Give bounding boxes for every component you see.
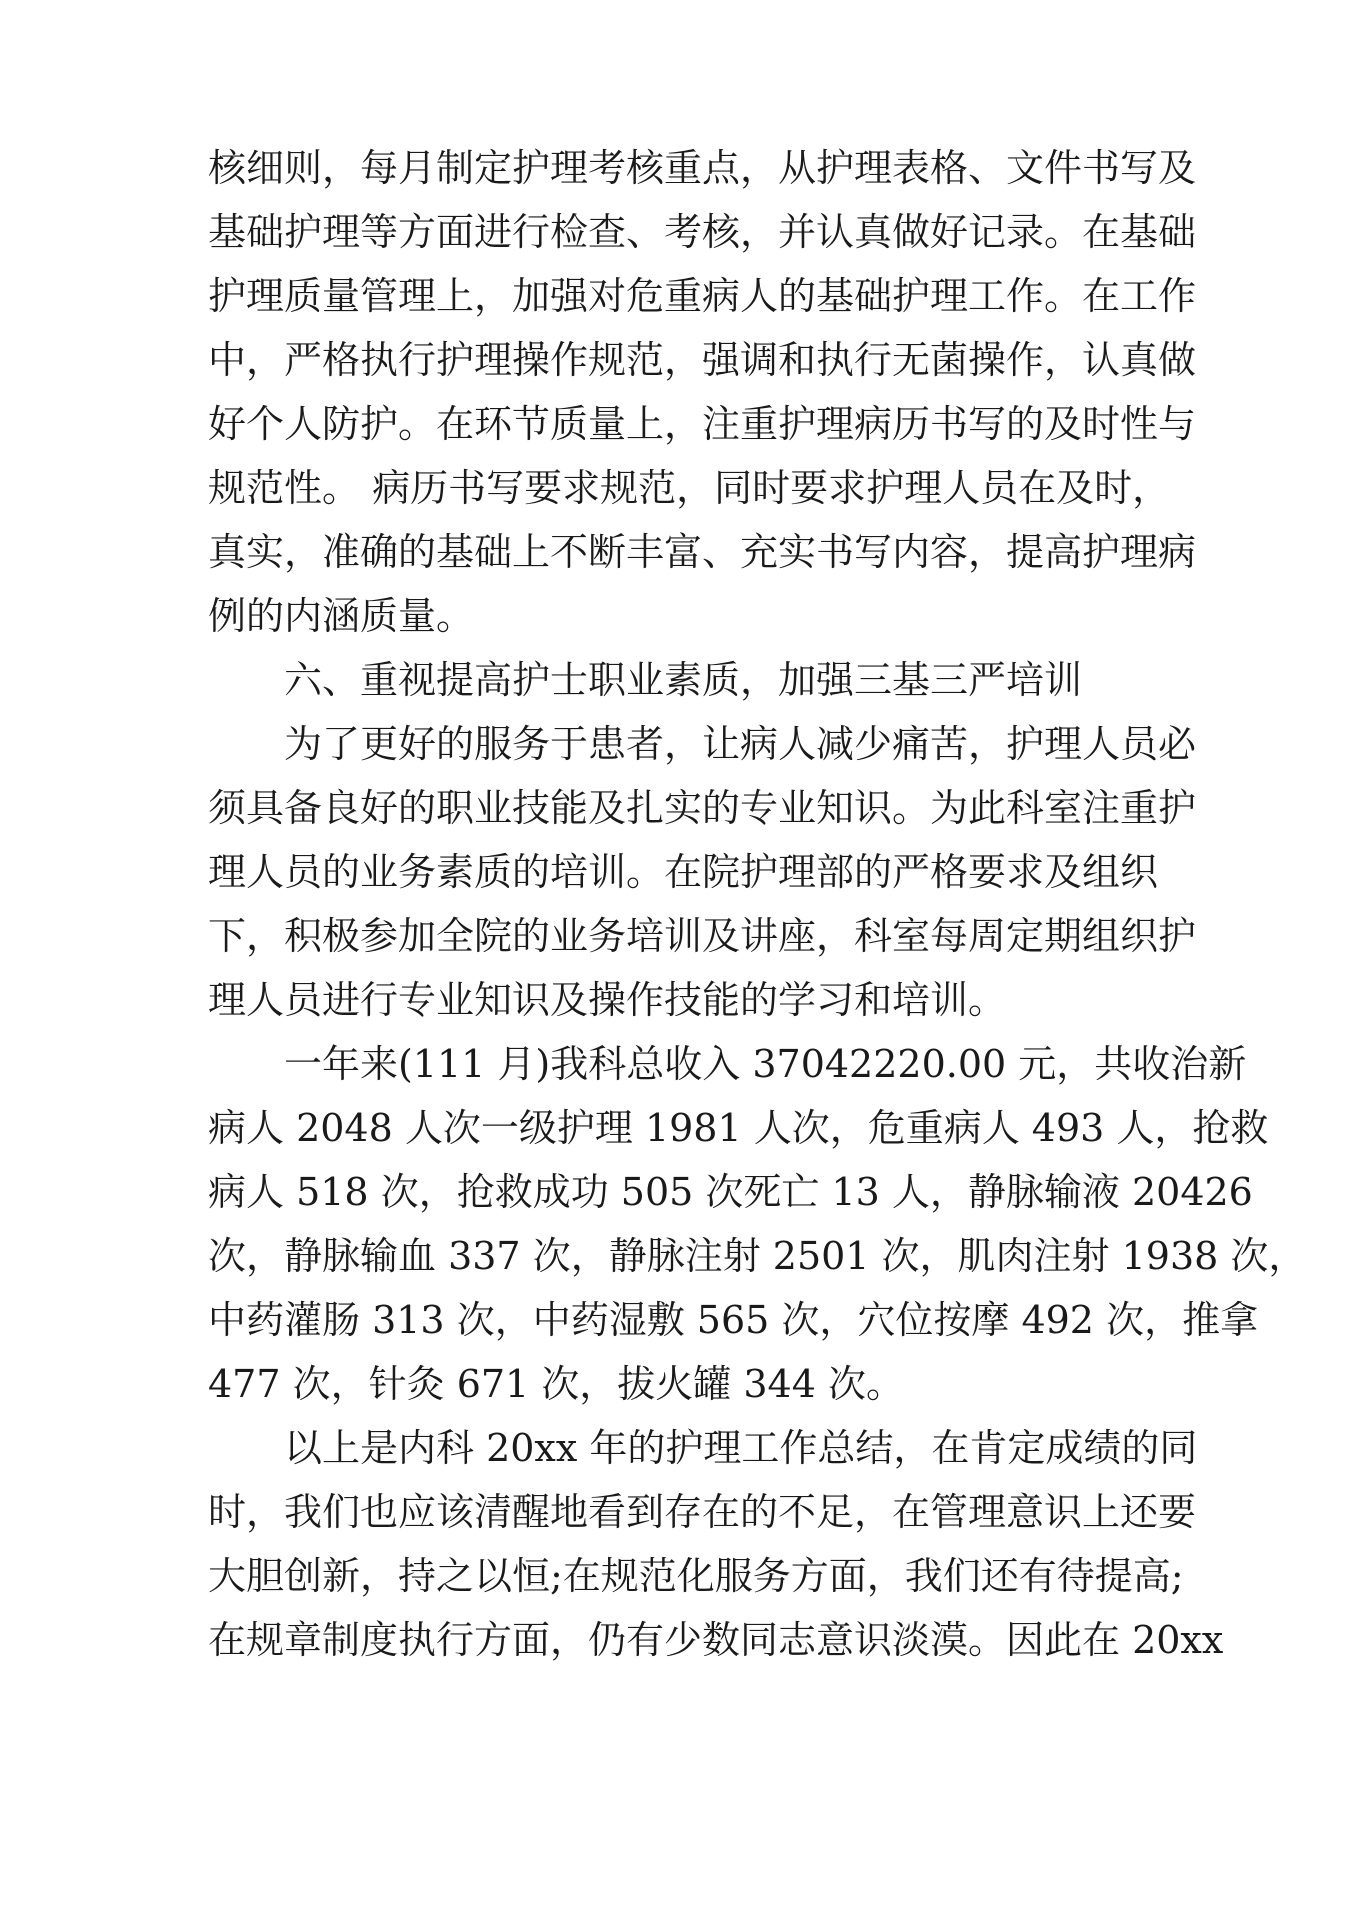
- text-line: 规范性。 病历书写要求规范，同时要求护理人员在及时，: [208, 466, 1171, 510]
- text-line: 病人 518 次，抢救成功 505 次死亡 13 人，静脉输液 20426: [208, 1170, 1253, 1214]
- body-text: [208, 136, 1307, 1672]
- text-line: 以上是内科 20xx 年的护理工作总结，在肯定成绩的同: [284, 1426, 1198, 1470]
- text-line: 理人员的业务素质的培训。在院护理部的严格要求及组织: [208, 850, 1159, 894]
- text-line: 病人 2048 人次一级护理 1981 人次，危重病人 493 人，抢救: [208, 1106, 1269, 1150]
- text-line: 例的内涵质量。: [208, 594, 475, 638]
- text-line: 477 次，针灸 671 次，拔火罐 344 次。: [208, 1362, 904, 1406]
- text-line: 次，静脉输血 337 次，静脉注射 2501 次，肌肉注射 1938 次，: [208, 1234, 1307, 1278]
- text-line: 为了更好的服务于患者，让病人减少痛苦，护理人员必: [284, 722, 1197, 766]
- text-line: 护理质量管理上，加强对危重病人的基础护理工作。在工作: [208, 274, 1197, 318]
- text-line: 中药灌肠 313 次，中药湿敷 565 次，穴位按摩 492 次，推拿: [208, 1298, 1259, 1342]
- text-line: 核细则，每月制定护理考核重点，从护理表格、文件书写及: [208, 146, 1197, 190]
- text-line: 下，积极参加全院的业务培训及讲座，科室每周定期组织护: [208, 914, 1197, 958]
- text-line: 中，严格执行护理操作规范，强调和执行无菌操作，认真做: [208, 338, 1197, 382]
- text-line: 在规章制度执行方面，仍有少数同志意识淡漠。因此在 20xx: [208, 1618, 1224, 1662]
- text-line: 好个人防护。在环节质量上，注重护理病历书写的及时性与: [208, 402, 1197, 446]
- text-line: 须具备良好的职业技能及扎实的专业知识。为此科室注重护: [208, 786, 1197, 830]
- text-line: 基础护理等方面进行检查、考核，并认真做好记录。在基础: [208, 210, 1197, 254]
- section-heading: 六、重视提高护士职业素质，加强三基三严培训: [284, 658, 1083, 702]
- text-line: 真实，准确的基础上不断丰富、充实书写内容，提高护理病: [208, 530, 1197, 574]
- text-line: 一年来(111 月)我科总收入 37042220.00 元，共收治新: [284, 1042, 1247, 1086]
- text-line: 理人员进行专业知识及操作技能的学习和培训。: [208, 978, 1007, 1022]
- text-line: 大胆创新，持之以恒;在规范化服务方面，我们还有待提高;: [208, 1554, 1184, 1598]
- text-line: 时，我们也应该清醒地看到存在的不足，在管理意识上还要: [208, 1490, 1197, 1534]
